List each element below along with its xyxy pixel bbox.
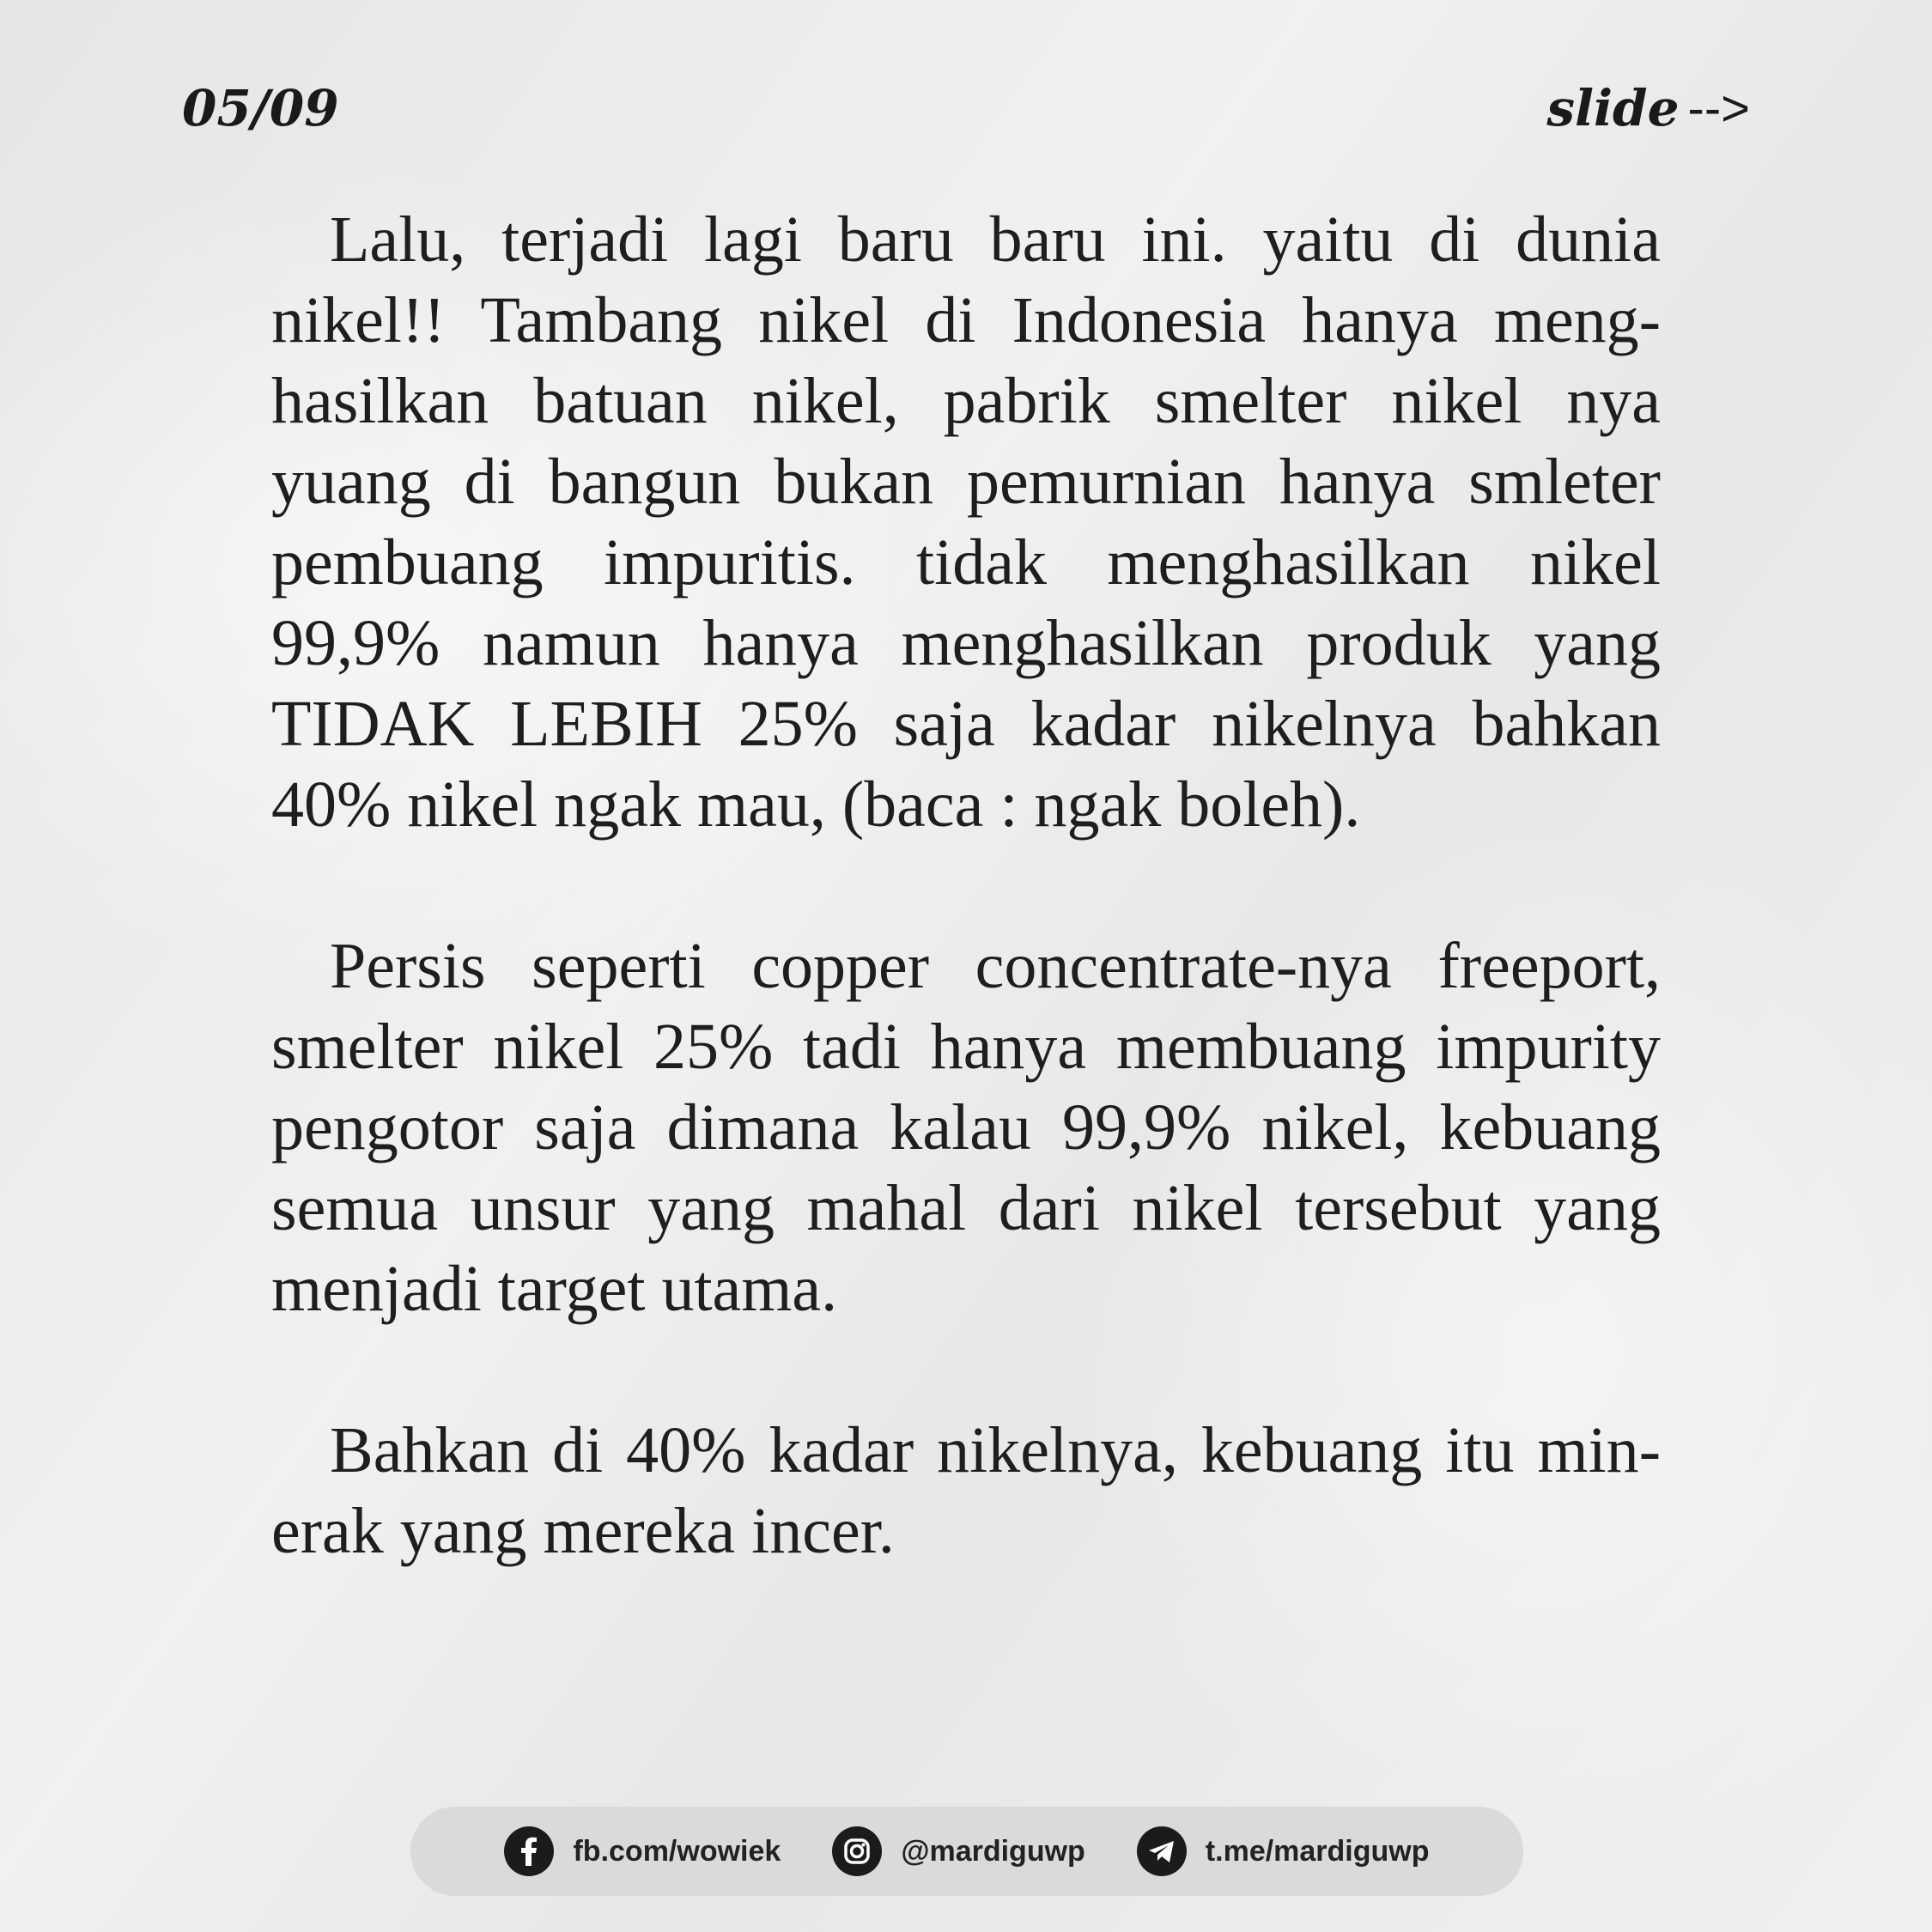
slide-hint-word: slide [1546, 79, 1680, 137]
instagram-label: @mardiguwp [901, 1834, 1085, 1868]
facebook-label: fb.com/wowiek [573, 1834, 781, 1868]
telegram-label: t.me/mardiguwp [1205, 1834, 1430, 1868]
page-number: 05/09 [182, 79, 339, 137]
paragraph-1: Lalu, terjadi lagi baru baru ini. yaitu di dunia nikel!! Tambang nikel di Indonesia hanya menghasilkan batuan nikel, pabrik smelter nikel nya yuang di bangun bukan pemurnian hanya smleter pembuang impuritis. tidak menghasilkan nikel 99,9% namun hanya menghasilkan produk yang TIDAK LEBIH 25% saja kadar nikelnya bahkan 40% nikel ngak mau, (baca : ngak boleh). [271, 204, 1661, 841]
social-item-instagram[interactable] [832, 1826, 1085, 1876]
paragraph-3: Bahkan di 40% kadar nikelnya, kebuang itu minerak yang mereka incer. [271, 1414, 1661, 1567]
telegram-icon [1137, 1826, 1187, 1876]
instagram-icon [832, 1826, 882, 1876]
social-item-telegram[interactable] [1137, 1826, 1430, 1876]
paragraph-2: Persis seperti copper concentrate-nya freeport, smelter nikel 25% tadi hanya membuang impurity pengotor saja dimana kalau 99,9% nikel, kebuang semua unsur yang mahal dari nikel tersebut yang menjadi target utama. [271, 930, 1661, 1325]
slide-hint-arrow: --> [1687, 81, 1750, 137]
social-bar [410, 1807, 1523, 1896]
body-text [271, 199, 1661, 1652]
facebook-icon [504, 1826, 554, 1876]
social-item-facebook[interactable] [504, 1826, 781, 1876]
slide-hint [1546, 79, 1750, 137]
